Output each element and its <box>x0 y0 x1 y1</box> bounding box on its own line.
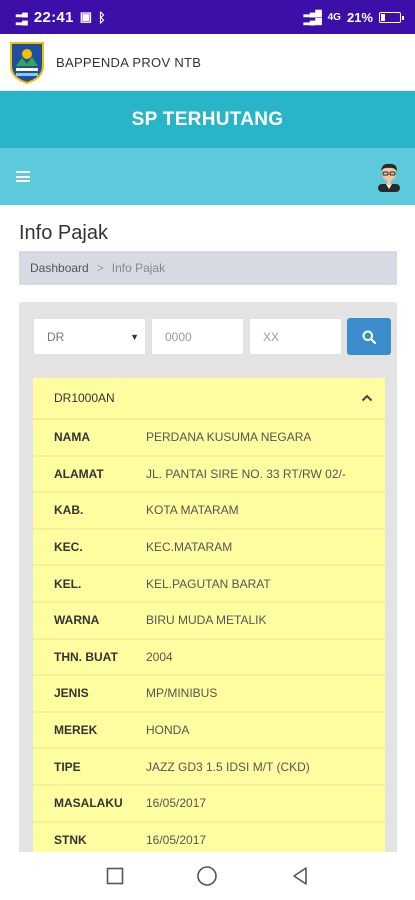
plate-number-placeholder: 0000 <box>165 329 192 344</box>
row-value: 2004 <box>146 649 173 664</box>
breadcrumb-dashboard-link[interactable]: Dashboard <box>30 261 89 275</box>
app-name: BAPPENDA PROV NTB <box>56 54 202 70</box>
region-select[interactable] <box>33 318 146 355</box>
status-right <box>304 9 401 25</box>
network-type: 4G <box>327 11 341 23</box>
signal-icon: ▂▄ ▂▄ <box>16 8 28 25</box>
row-label: THN. BUAT <box>54 649 118 664</box>
plate-suffix-input[interactable] <box>249 318 342 355</box>
row-value: PERDANA KUSUMA NEGARA <box>146 430 312 445</box>
row-value: 16/05/2017 <box>146 796 207 811</box>
table-row <box>33 786 385 823</box>
row-value: KEL.PAGUTAN BARAT <box>146 576 271 591</box>
row-value: BIRU MUDA METALIK <box>146 613 267 628</box>
row-label: WARNA <box>54 613 100 628</box>
plate-suffix-placeholder: XX <box>263 329 280 344</box>
region-select-value: DR <box>47 329 65 344</box>
table-row <box>33 457 385 494</box>
nav-bar <box>0 148 415 205</box>
title-bar <box>0 91 415 148</box>
plate-number-input[interactable] <box>151 318 244 355</box>
status-time: 22:41 <box>33 8 74 26</box>
recent-apps-icon[interactable] <box>106 867 124 885</box>
user-avatar[interactable] <box>375 162 403 192</box>
screen-title: SP TERHUTANG <box>131 108 284 130</box>
chevron-down-icon: ▼ <box>130 331 139 342</box>
table-row <box>33 493 385 530</box>
row-label: ALAMAT <box>54 466 104 481</box>
table-row <box>33 566 385 603</box>
row-value: KEC.MATARAM <box>146 540 233 555</box>
result-rows <box>33 420 385 859</box>
row-label: JENIS <box>54 686 89 701</box>
wifi-signal-icon: ▂▄▆ ▂▄▆ <box>303 8 322 25</box>
table-row <box>33 603 385 640</box>
row-label: KAB. <box>54 503 84 518</box>
search-button[interactable] <box>347 318 391 355</box>
table-row <box>33 420 385 457</box>
table-row <box>33 676 385 713</box>
row-value: KOTA MATARAM <box>146 503 239 518</box>
row-label: MEREK <box>54 723 98 738</box>
page-title: Info Pajak <box>19 222 108 244</box>
status-bar <box>0 0 415 34</box>
row-value: MP/MINIBUS <box>146 686 218 701</box>
row-label: NAMA <box>54 430 90 445</box>
status-left <box>16 9 106 26</box>
bappenda-logo <box>7 40 47 84</box>
breadcrumb-separator: > <box>96 261 104 275</box>
back-icon[interactable] <box>291 866 309 886</box>
table-row <box>33 749 385 786</box>
info-pajak-card <box>19 302 397 900</box>
search-icon <box>362 330 376 344</box>
hamburger-menu-icon[interactable] <box>16 171 30 182</box>
row-value: HONDA <box>146 723 190 738</box>
home-icon[interactable] <box>196 865 218 887</box>
plate-search-form <box>33 318 391 355</box>
table-row <box>33 713 385 750</box>
breadcrumb <box>19 251 397 285</box>
bluetooth-icon: ᛒ <box>98 9 106 25</box>
table-row <box>33 640 385 677</box>
plate-number: DR1000AN <box>54 391 115 405</box>
vehicle-result-panel <box>33 378 385 859</box>
row-label: STNK <box>54 832 87 847</box>
chevron-up-icon[interactable] <box>361 394 373 402</box>
row-label: MASALAKU <box>54 796 123 811</box>
result-header[interactable] <box>33 378 385 420</box>
row-label: TIPE <box>54 759 81 774</box>
table-row <box>33 530 385 567</box>
android-nav-bar <box>0 852 415 900</box>
row-label: KEC. <box>54 540 83 555</box>
row-value: 16/05/2017 <box>146 832 207 847</box>
row-label: KEL. <box>54 576 82 591</box>
row-value: JAZZ GD3 1.5 IDSI M/T (CKD) <box>146 759 310 774</box>
messenger-icon: ▣ <box>79 9 92 24</box>
app-header <box>0 34 415 91</box>
battery-icon <box>379 12 401 23</box>
breadcrumb-current: Info Pajak <box>111 261 166 275</box>
battery-percent: 21% <box>346 9 373 25</box>
row-value: JL. PANTAI SIRE NO. 33 RT/RW 02/- <box>146 466 346 481</box>
